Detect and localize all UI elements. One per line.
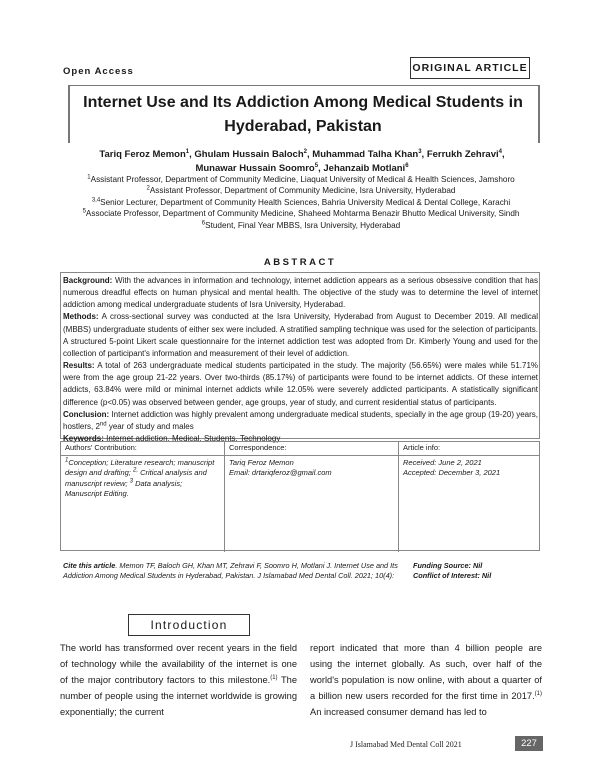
funding-source: Funding Source: Nil [413,561,483,570]
author-4: Ferrukh Zehravi [426,149,499,160]
correspondence-email[interactable]: Email: drtariqferoz@gmail.com [229,468,332,477]
affiliation-5: $^6$Student, Final Year MBBS, Isra University, Hyderabad [201,219,401,230]
abstract-heading: ABSTRACT [263,257,337,268]
author-3: Muhammad Talha Khan [312,149,419,160]
author-list: Tariq Feroz Memon$^1$, Ghulam Hussain Baloch$^2$, Muhammad Talha Khan$^3$, Ferrukh Zehravi$^4$, Munawar Hussain Soomro$^5$, Jehanzaib Motlani$^6$ [99,148,505,174]
author-6: Jehanzaib Motlani [323,163,406,174]
abstract-keywords: Keywords: Internet addiction, Medical, Students, Technology [63,434,281,444]
citation: Cite this article. Memon TF, Baloch GH, Khan MT, Zehravi F, Soomro H, Motlani J. Internet Use and Its Addiction Among Medical Students in Hyderabad, Pakistan. J Islamabad Med Dental Coll. 2021; 10(4): [63,561,398,581]
affiliations [56,174,546,231]
reference-1[interactable]: (1) [270,674,278,681]
affiliation-3: $^{3,4}$Senior Lecturer, Department of Community Health Sciences, Bahria University Medical & Dental College, Karachi [91,197,511,207]
conflict-of-interest: Conflict of Interest: Nil [413,571,492,581]
correspondence-column [225,442,399,552]
affiliation-1: $^1$Assistant Professor, Department of Community Medicine, Liaquat University of Medical & Health Sciences, Jamshoro [87,174,515,184]
abstract-methods: Methods: A cross-sectional survey was conducted at the Isra University, Hyderabad from August to December 2019. All medical (MBBS) undergraduate students of either sex were included. A stratified sampling technique was used for the selection of participants. A structured 5-point Likert scale questionnaire for the internet addiction test was adopted from Dr. Kimberly Young and used for the collection of participant's information and measurement of their level of addiction. [63,312,538,358]
page-number: 227 [515,736,543,751]
author-2: Ghulam Hussain Baloch [194,149,304,160]
reference-2[interactable]: (1) [534,690,542,697]
journal-footer: J Islamabad Med Dental Coll 2021 [350,740,462,749]
abstract-results: Results: A total of 263 undergraduate medical students participated in the study. The majority (56.65%) were males while 51.71% were from the age group 21-22 years. Over two-thirds (85.17%) of participants were found to be internet addicts. Of these internet addicts, 63.84% were mild or minimal internet addicts while 12.05% were severely addicted participants. A statistically significant difference (p<0.05) was observed between gender, age groups, year of study, and current residential status of participants. [63,361,539,407]
contribution-heading: Authors' Contribution: [61,442,224,456]
article-info-column [399,442,539,552]
author-5: Munawar Hussain Soomro [195,163,315,174]
article-title: Internet Use and Its Addiction Among Medical Students in Hyderabad, Pakistan [83,94,523,135]
abstract-body [63,275,538,445]
affiliation-4: $^5$Associate Professor, Department of Community Medicine, Shaheed Mohtarma Benazir Bhutto Medical University, Sindh [82,208,520,219]
intro-right-column: report indicated that more than 4 billion people are using the internet globally. As such, over half of the world's population is now online, with about a quarter of a billion new users recorded for the first time in 2017.$^{(1)}$ An increased consumer demand has led to [310,643,542,717]
introduction-heading: Introduction [128,614,250,636]
abstract-conclusion: Conclusion: Internet addiction was highly prevalent among undergraduate medical students, specially in the age group (19-20) years, hostlers, 2nd year of study and males [63,409,538,431]
received-date: Received: June 2, 2021 [403,457,482,467]
open-access-label: Open Access [63,66,134,77]
correspondence-name: Tariq Feroz Memon [229,457,294,467]
affiliation-2: $^2$Assistant Professor, Department of Community Medicine, Isra University, Hyderabad [146,185,456,196]
article-info-table [60,441,540,551]
abstract-background: Background: With the advances in information and technology, internet addiction appears as a serious obsessive condition that has numerous dreadful effects on human physical and mental health. The objective of the study was to determine the level of internet addiction among medical undergraduate students of Isra University, Hyderabad. [63,276,539,310]
article-type-badge: ORIGINAL ARTICLE [410,57,530,79]
funding-conflict [413,561,543,582]
author-1: Tariq Feroz Memon [99,149,186,160]
contribution-column [61,442,225,552]
intro-left-column: The world has transformed over recent years in the field of technology while the availability of the internet is one of the major contributory factors to this milestone.$^{(1)}$ The number of people using the internet worldwide is growing exponentially; the current [60,643,297,717]
contribution-text: $^1$Conception; Literature research; manuscript design and drafting; $^{2,}$ Critical analysis and manuscript review; $^3$ Data analysis; Manuscript Editing. [65,457,215,498]
correspondence-heading: Correspondence: [225,442,398,456]
accepted-date: Accepted: December 3, 2021 [403,468,501,477]
article-info-heading: Article info: [399,442,539,456]
